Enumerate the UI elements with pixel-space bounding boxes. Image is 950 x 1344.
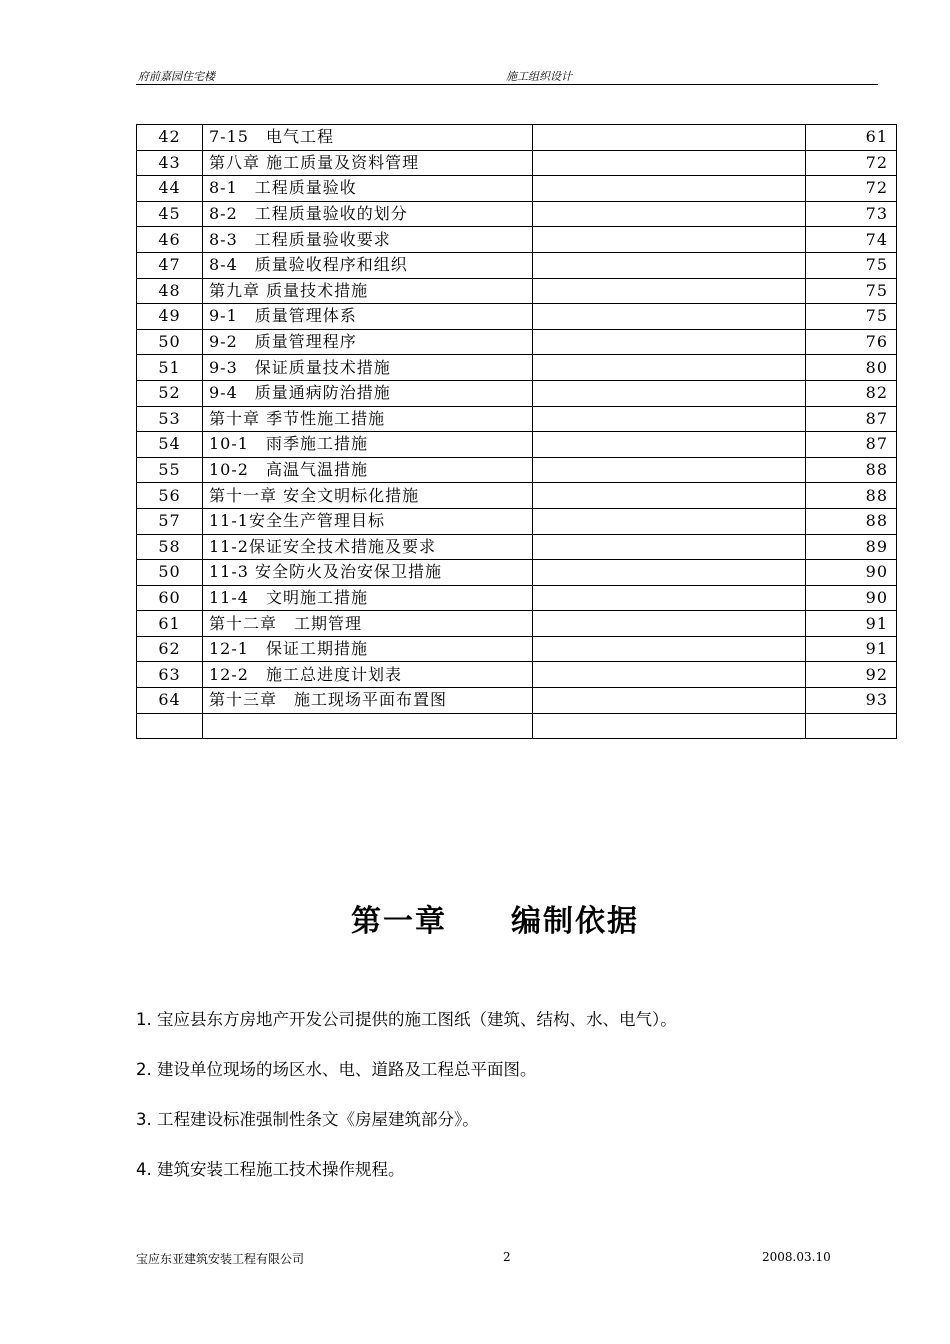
toc-row	[137, 355, 897, 381]
toc-row-number: 46	[137, 227, 203, 253]
footer-page-number: 2	[503, 1250, 511, 1264]
toc-row-page: 90	[806, 585, 897, 611]
toc-row-number: 45	[137, 201, 203, 227]
toc-row-number: 56	[137, 483, 203, 509]
table-of-contents	[136, 124, 897, 739]
toc-row-blank	[533, 227, 806, 253]
toc-row-number: 55	[137, 457, 203, 483]
toc-row-number	[137, 713, 203, 739]
toc-row-blank	[533, 713, 806, 739]
toc-row-title: 9-2 质量管理程序	[203, 329, 533, 355]
toc-row-number: 64	[137, 688, 203, 714]
toc-row	[137, 585, 897, 611]
toc-row	[137, 611, 897, 637]
toc-row-number: 53	[137, 406, 203, 432]
toc-row-blank	[533, 662, 806, 688]
toc-row-blank	[533, 278, 806, 304]
basis-item: 3. 工程建设标准强制性条文《房屋建筑部分》。	[136, 1110, 479, 1129]
toc-row	[137, 534, 897, 560]
toc-row-title: 第十二章 工期管理	[203, 611, 533, 637]
toc-row	[137, 713, 897, 739]
toc-row-title	[203, 713, 533, 739]
toc-row	[137, 508, 897, 534]
toc-row-number: 50	[137, 329, 203, 355]
toc-body	[137, 125, 897, 739]
toc-row-page: 87	[806, 406, 897, 432]
toc-row-title: 第九章 质量技术措施	[203, 278, 533, 304]
toc-row-number: 43	[137, 150, 203, 176]
toc-row-title: 7-15 电气工程	[203, 125, 533, 151]
toc-row-title: 8-4 质量验收程序和组织	[203, 252, 533, 278]
toc-row-title: 9-4 质量通病防治措施	[203, 380, 533, 406]
toc-row-title: 11-2保证安全技术措施及要求	[203, 534, 533, 560]
header-project-name: 府前嘉园住宅楼	[138, 70, 215, 83]
toc-row-blank	[533, 329, 806, 355]
toc-row-title: 10-2 高温气温措施	[203, 457, 533, 483]
toc-row-page: 89	[806, 534, 897, 560]
toc-row-number: 60	[137, 585, 203, 611]
toc-row-number: 51	[137, 355, 203, 381]
toc-row	[137, 252, 897, 278]
toc-row-blank	[533, 252, 806, 278]
toc-row-number: 52	[137, 380, 203, 406]
toc-row-number: 48	[137, 278, 203, 304]
toc-row-page: 93	[806, 688, 897, 714]
toc-row-blank	[533, 201, 806, 227]
toc-row-title: 11-1安全生产管理目标	[203, 508, 533, 534]
toc-row-title: 11-4 文明施工措施	[203, 585, 533, 611]
toc-row-page: 80	[806, 355, 897, 381]
toc-row-page: 74	[806, 227, 897, 253]
toc-row-blank	[533, 304, 806, 330]
toc-row-title: 11-3 安全防火及治安保卫措施	[203, 560, 533, 586]
toc-row-title: 9-1 质量管理体系	[203, 304, 533, 330]
toc-row-blank	[533, 585, 806, 611]
footer-date: 2008.03.10	[762, 1250, 831, 1264]
toc-row	[137, 560, 897, 586]
toc-row-number: 49	[137, 304, 203, 330]
toc-row-title: 第十三章 施工现场平面布置图	[203, 688, 533, 714]
toc-row-page: 92	[806, 662, 897, 688]
toc-row	[137, 304, 897, 330]
toc-row-blank	[533, 355, 806, 381]
toc-row-title: 第八章 施工质量及资料管理	[203, 150, 533, 176]
toc-row-number: 47	[137, 252, 203, 278]
toc-row	[137, 201, 897, 227]
basis-item: 1. 宝应县东方房地产开发公司提供的施工图纸（建筑、结构、水、电气）。	[136, 1010, 677, 1029]
toc-row-number: 44	[137, 176, 203, 202]
toc-row-page: 61	[806, 125, 897, 151]
toc-row	[137, 278, 897, 304]
toc-row-number: 62	[137, 636, 203, 662]
toc-row	[137, 329, 897, 355]
toc-row-title: 10-1 雨季施工措施	[203, 432, 533, 458]
toc-row-title: 12-2 施工总进度计划表	[203, 662, 533, 688]
toc-row-blank	[533, 560, 806, 586]
toc-row	[137, 406, 897, 432]
toc-row-page: 73	[806, 201, 897, 227]
toc-row-number: 57	[137, 508, 203, 534]
toc-row	[137, 227, 897, 253]
toc-row-blank	[533, 636, 806, 662]
toc-row-number: 50	[137, 560, 203, 586]
toc-row	[137, 176, 897, 202]
toc-row-title: 9-3 保证质量技术措施	[203, 355, 533, 381]
toc-row-page: 88	[806, 483, 897, 509]
page-header	[136, 66, 878, 85]
toc-row-number: 61	[137, 611, 203, 637]
toc-row-number: 58	[137, 534, 203, 560]
toc-row-blank	[533, 508, 806, 534]
toc-row-page: 88	[806, 508, 897, 534]
toc-row-title: 8-3 工程质量验收要求	[203, 227, 533, 253]
toc-row	[137, 125, 897, 151]
basis-item: 4. 建筑安装工程施工技术操作规程。	[136, 1160, 405, 1179]
toc-row	[137, 483, 897, 509]
toc-row-number: 54	[137, 432, 203, 458]
toc-row-page: 75	[806, 252, 897, 278]
toc-row	[137, 662, 897, 688]
footer-company: 宝应东亚建筑安装工程有限公司	[136, 1252, 305, 1266]
toc-row-title: 第十一章 安全文明标化措施	[203, 483, 533, 509]
toc-row	[137, 457, 897, 483]
toc-row-blank	[533, 432, 806, 458]
toc-row-page: 91	[806, 636, 897, 662]
toc-row-page: 72	[806, 150, 897, 176]
toc-row-page: 82	[806, 380, 897, 406]
toc-row-number: 63	[137, 662, 203, 688]
toc-row-page: 76	[806, 329, 897, 355]
toc-row-page: 72	[806, 176, 897, 202]
toc-row-page: 87	[806, 432, 897, 458]
header-document-title: 施工组织设计	[506, 70, 572, 83]
toc-row-blank	[533, 176, 806, 202]
toc-row-page: 88	[806, 457, 897, 483]
toc-row-blank	[533, 406, 806, 432]
toc-row-title: 8-1 工程质量验收	[203, 176, 533, 202]
toc-row-page: 75	[806, 278, 897, 304]
toc-row-page	[806, 713, 897, 739]
toc-row-blank	[533, 534, 806, 560]
toc-row-blank	[533, 611, 806, 637]
toc-row-title: 8-2 工程质量验收的划分	[203, 201, 533, 227]
toc-row	[137, 688, 897, 714]
basis-item: 2. 建设单位现场的场区水、电、道路及工程总平面图。	[136, 1060, 537, 1079]
toc-row-page: 90	[806, 560, 897, 586]
toc-row-blank	[533, 125, 806, 151]
toc-row-blank	[533, 380, 806, 406]
toc-row	[137, 150, 897, 176]
toc-row-blank	[533, 457, 806, 483]
toc-row	[137, 432, 897, 458]
toc-row-blank	[533, 150, 806, 176]
toc-row-blank	[533, 688, 806, 714]
chapter-title: 第一章 编制依据	[351, 904, 639, 939]
toc-row-page: 91	[806, 611, 897, 637]
toc-row-blank	[533, 483, 806, 509]
toc-row	[137, 380, 897, 406]
toc-row-title: 第十章 季节性施工措施	[203, 406, 533, 432]
toc-row	[137, 636, 897, 662]
toc-row-page: 75	[806, 304, 897, 330]
toc-row-number: 42	[137, 125, 203, 151]
toc-row-title: 12-1 保证工期措施	[203, 636, 533, 662]
